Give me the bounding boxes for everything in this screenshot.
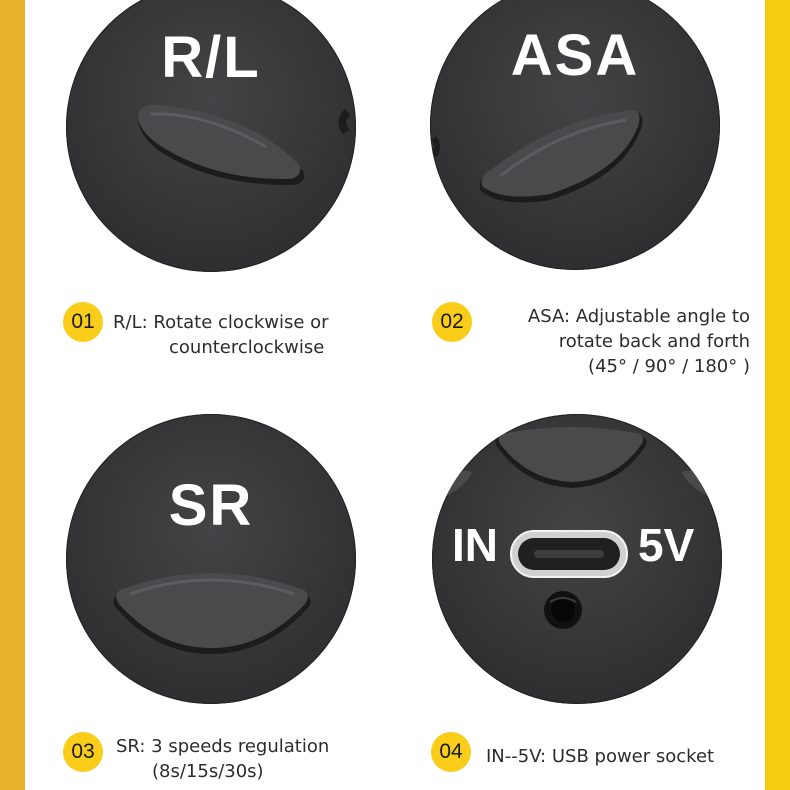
feature-number-badge: 02 (432, 302, 472, 342)
asa-description-line: rotate back and forth (558, 331, 750, 352)
asa-button-photo (430, 0, 720, 270)
rl-circle-label: R/L (161, 25, 261, 90)
left-accent-bar (0, 0, 25, 790)
sr-circle-label: SR (168, 473, 254, 538)
asa-description-line: ASA: Adjustable angle to (527, 306, 750, 327)
rl-button-photo (66, 0, 356, 272)
sr-button-photo (66, 414, 356, 704)
feature-number-badge: 04 (431, 732, 471, 772)
rl-description-line: R/L: Rotate clockwise or (113, 312, 329, 333)
rl-description-line: counterclockwise (169, 337, 325, 358)
sr-description-line: SR: 3 speeds regulation (116, 736, 330, 757)
usb-c-port-icon (510, 530, 628, 578)
sr-description-line: (8s/15s/30s) (152, 761, 264, 782)
asa-description-line: (45° / 90° / 180° ) (588, 356, 750, 377)
rl-description (113, 310, 329, 360)
right-accent-bar (765, 0, 790, 790)
usb-description-line: IN--5V: USB power socket (486, 746, 715, 767)
sr-leaf-button-icon (66, 414, 356, 704)
port-label-5v: 5V (638, 519, 695, 571)
asa-circle-label: ASA (510, 23, 640, 88)
feature-number-badge: 01 (63, 302, 103, 342)
port-label-in: IN (452, 519, 498, 571)
feature-number-badge: 03 (63, 732, 103, 772)
usb-port-photo (432, 414, 722, 704)
usb-description (486, 744, 714, 769)
asa-description (486, 304, 750, 379)
sr-description (116, 734, 329, 784)
